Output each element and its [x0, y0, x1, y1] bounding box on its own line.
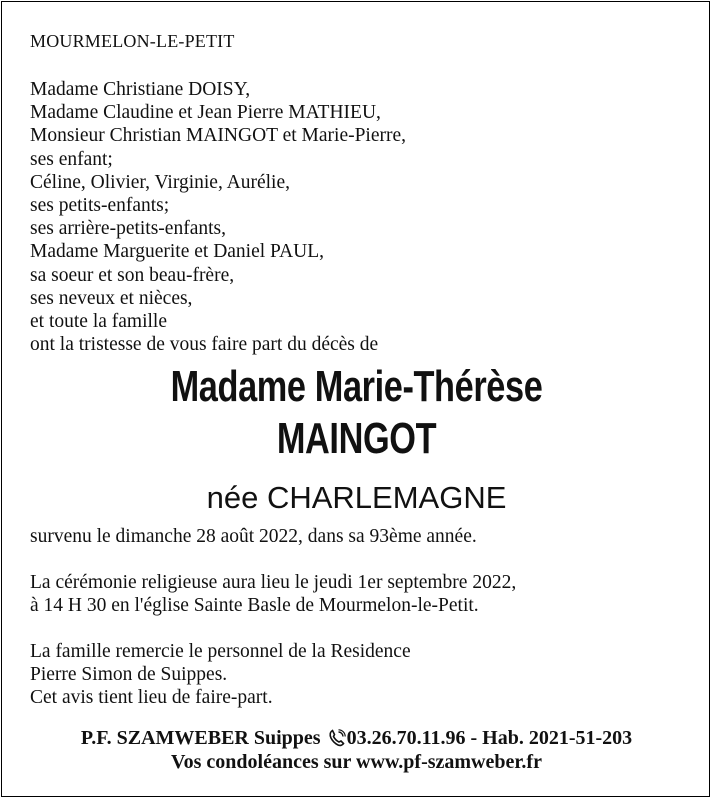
- deceased-name-line1: Madame Marie-Thérèse: [170, 362, 543, 411]
- telephone-icon: [328, 729, 346, 753]
- family-line: Madame Marguerite et Daniel PAUL,: [30, 241, 325, 263]
- paragraph-line: La cérémonie religieuse aura lieu le jeudi 1er septembre 2022,: [30, 572, 517, 593]
- family-line: ses arrière-petits-enfants,: [30, 218, 226, 240]
- funeral-home-name: P.F. SZAMWEBER Suippes: [80, 727, 321, 749]
- thanks-paragraph: [30, 640, 411, 709]
- family-line: ont la tristesse de vous faire part du décès de: [30, 334, 379, 356]
- family-line: Céline, Olivier, Virginie, Aurélie,: [30, 171, 290, 193]
- family-list: [30, 78, 406, 356]
- date-paragraph: [30, 525, 477, 548]
- birth-name: née CHARLEMAGNE: [206, 480, 507, 515]
- family-line: ses petits-enfants;: [30, 195, 170, 217]
- deceased-name-line2: MAINGOT: [276, 414, 437, 463]
- condolences-link-line: Vos condoléances sur www.pf-szamweber.fr: [171, 751, 542, 773]
- paragraph-line: Pierre Simon de Suippes.: [30, 664, 228, 685]
- family-line: ses neveux et nièces,: [30, 287, 193, 309]
- family-line: Madame Christiane DOISY,: [30, 79, 251, 100]
- family-line: sa soeur et son beau-frère,: [30, 264, 235, 286]
- town-heading: MOURMELON-LE-PETIT: [30, 31, 235, 51]
- ceremony-paragraph: [30, 571, 516, 617]
- paragraph-line: survenu le dimanche 28 août 2022, dans sa 93ème année.: [30, 526, 477, 547]
- paragraph-line: à 14 H 30 en l'église Sainte Basle de Mourmelon-le-Petit.: [30, 595, 479, 616]
- family-line: et toute la famille: [30, 311, 167, 333]
- footer-contact-line: [0, 727, 713, 753]
- paragraph-line: Cet avis tient lieu de faire-part.: [30, 687, 273, 708]
- paragraph-line: La famille remercie le personnel de la Residence: [30, 641, 411, 662]
- family-line: Monsieur Christian MAINGOT et Marie-Pierre,: [30, 125, 407, 147]
- family-line: Madame Claudine et Jean Pierre MATHIEU,: [30, 102, 381, 124]
- family-line: ses enfant;: [30, 148, 113, 170]
- phone-and-license: 03.26.70.11.96 - Hab. 2021-51-203: [346, 727, 633, 749]
